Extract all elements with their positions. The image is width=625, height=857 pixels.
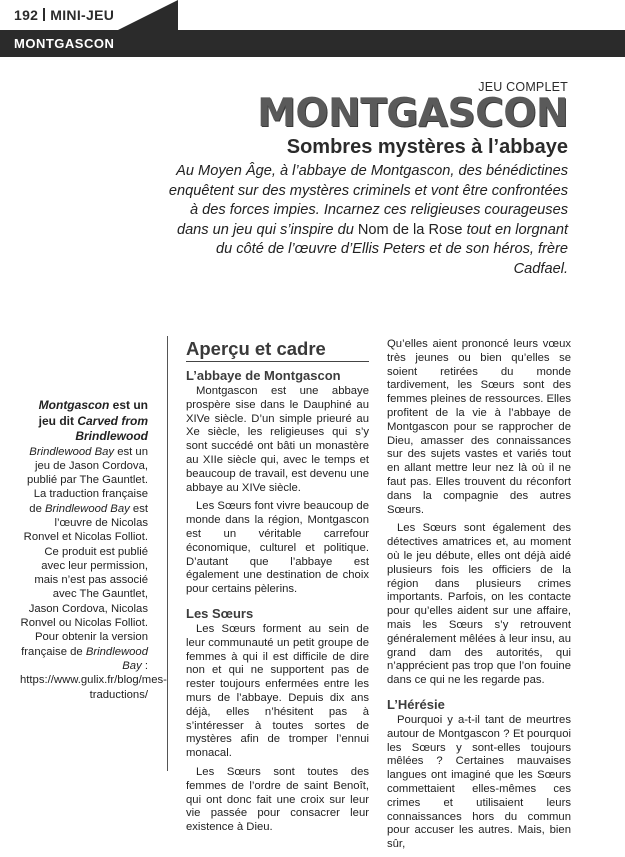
paragraph: Montgascon est une abbaye prospère sise dans le Dauphiné au XIVe siècle. D’un simple prieuré au Xe siècle, les religieuses qui s’y sont succédé ont bâti un monastère au XIIe siècle qui, avec le temps et beaucoup de travail, est devenu une abbaye au XIVe siècle. [186, 385, 369, 494]
lead-part-2: tout en lorgnant du côté de l’œuvre d’Ellis Peters et de son héros, frère Cadfael. [215, 221, 568, 277]
kicker: JEU COMPLET [478, 80, 568, 94]
head-separator [43, 8, 45, 21]
sidebar-text: est un jeu de Jason Cordova, publié par The Gauntlet. La traduction française de [26, 445, 148, 515]
lead-book-title: Nom de la Rose [357, 221, 463, 238]
sidebar-title-ref: Brindlewood Bay [45, 502, 130, 515]
column-divider [167, 336, 168, 771]
sidebar-heading-part: Carved from Brindlewood [75, 413, 148, 443]
sidebar-heading [20, 398, 148, 445]
paragraph: Qu’elles aient prononcé leurs vœux très jeunes ou bien qu’elles se soient retirées du monde tardivement, les Sœurs sont des femmes pleines de ressources. Elles profitent de la vie à l’abbaye de Montgascon pour se rapprocher de Dieu, amasser des connaissances sur des sujets vastes et variés tout en allant mettre leur nez là où il ne faut pas. Elles trouvent du réconfort dans la compagnie des autres Sœurs. [387, 338, 571, 516]
subheading-heresie: L’Hérésie [387, 696, 445, 712]
sidebar-text: est l’œuvre de Nicolas Ronvel et Nicolas Folliot. Ce produit est publié avec leur permission, mais n’est pas associé avec The Gauntlet, Jason Cordova, Nicolas Ronvel ou Nicolas Folliot. Pour obtenir la version française de [20, 502, 148, 658]
paragraph: Les Sœurs sont également des détectives amatrices et, au moment où le jeu débute, elles ont déjà aidé plusieurs fois les officiers de la région dans plusieurs crimes importants. Parfois, on les contacte pour qu’elles aident sur une affaire, mais les Sœurs s’y retrouvent généralement mêlées à leur insu, au grand dam des autorités, qui n’apprécient pas trop que l’on fouine dans ce qui ne les regarde pas. [387, 522, 571, 687]
section-label: MONTGASCON [14, 36, 115, 51]
paragraph: Les Sœurs font vivre beaucoup de monde dans la région, Montgascon est un véritable carrefour économique, culturel et politique. D’autant que l’abbaye est également une destination de choix pour certains pèlerins. [186, 500, 369, 596]
sidebar-title-ref: Brindlewood Bay [85, 645, 148, 672]
paragraph: Les Sœurs forment au sein de leur communauté un petit groupe de femmes à qui il est difficile de dire non et qui ne supportent pas de rester toujours enfermées entre les murs de l’abbaye. Depuis dix ans déjà, elles n’hésitent pas à s’intéresser à toutes sortes de mystères afin de tromper l’ennui monacal. [186, 622, 369, 760]
sidebar-link-text: : https://www.gulix.fr/blog/mes-traductions/ [20, 659, 167, 701]
sidebar-body [20, 445, 167, 702]
page-number: 192 [14, 7, 39, 23]
paragraph: Les Sœurs sont toutes des femmes de l’ordre de saint Benoît, qui ont donc fait une croix sur leur vie passée pour consacrer leur existence à Dieu. [186, 765, 369, 834]
sidebar-heading-part: est un jeu dit [38, 398, 148, 428]
article-column-2 [387, 338, 571, 857]
lead-part-1: Au Moyen Âge, à l’abbaye de Montgascon, des bénédictines enquêtent sur des mystères criminels et vont être confrontées à des forces impies. Incarnez ces religieuses courageuses dans un jeu qui s’inspire du [168, 163, 568, 238]
sidebar-title-ref: Brindlewood Bay [29, 445, 115, 458]
category-label: MINI-JEU [50, 7, 115, 23]
article-column-1 [186, 338, 369, 840]
credits-sidebar [20, 398, 167, 702]
subheading-abbaye: L’abbaye de Montgascon [186, 368, 341, 383]
lead-paragraph [168, 162, 568, 279]
header-tab-notch [118, 0, 178, 30]
section-heading: Aperçu et cadre [186, 338, 369, 362]
paragraph: Pourquoi y a-t-il tant de meurtres autour de Montgascon ? Et pourquoi les Sœurs y sont-elles toujours mêlées ? Certaines mauvaises langues ont imaginé que les Sœurs commettaient elles-mêmes ces crimes et utilisaient leurs connaissances hors du commun pour accuser les autres. Mais, bien sûr, [387, 713, 571, 851]
running-head [14, 7, 114, 23]
subheading-soeurs: Les Sœurs [186, 605, 254, 621]
game-title: MONTGASCON [257, 91, 568, 136]
sidebar-heading-part: Montgascon [38, 398, 110, 412]
subtitle: Sombres mystères à l’abbaye [286, 136, 568, 158]
